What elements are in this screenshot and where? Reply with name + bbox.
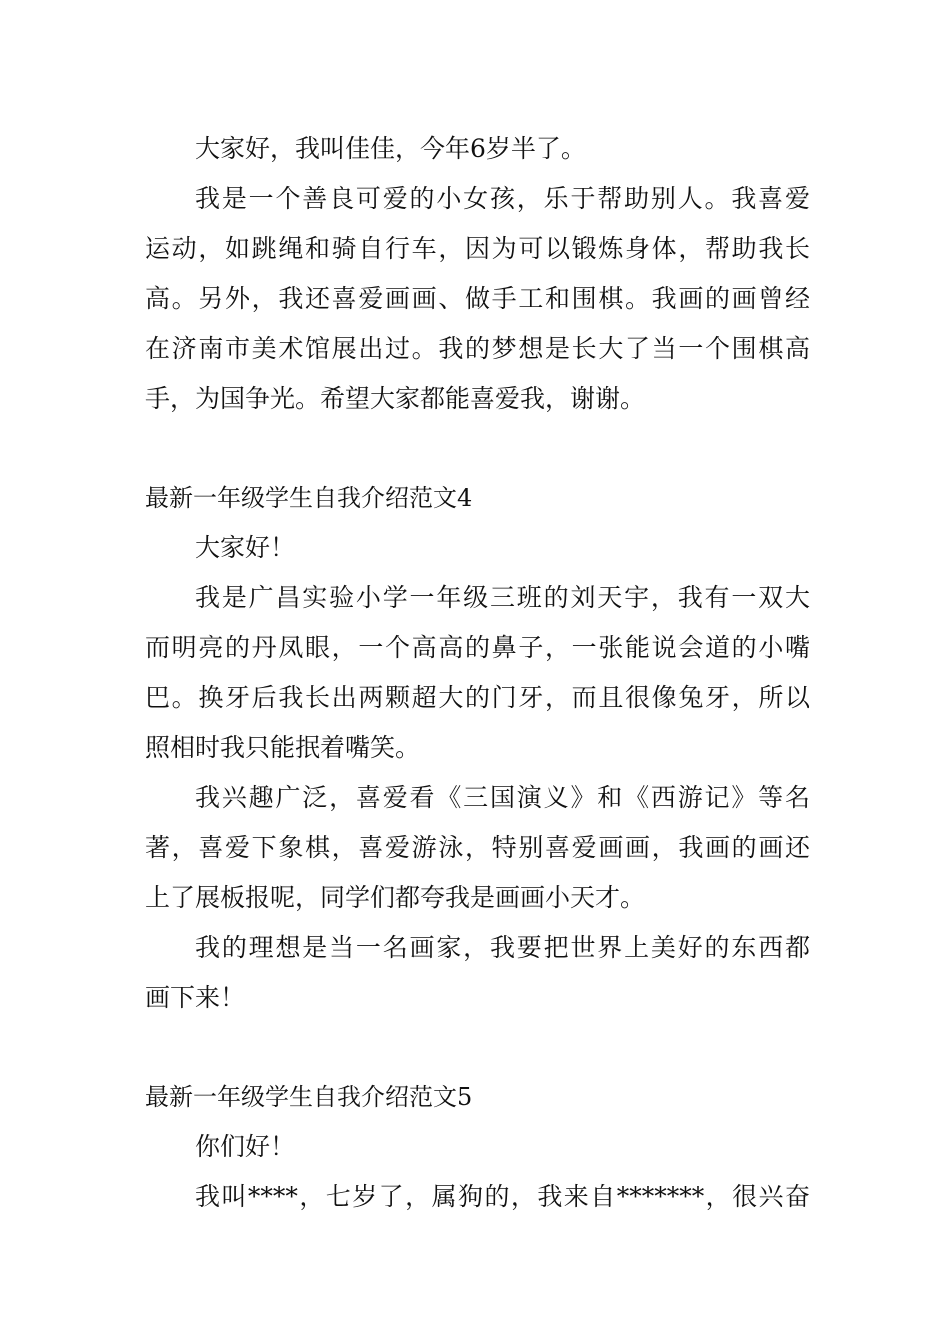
paragraph-line: 大家好，我叫佳佳，今年6岁半了。 — [195, 134, 586, 163]
paragraph-line: 我是一个善良可爱的小女孩，乐于帮助别人。我喜爱 — [195, 184, 810, 213]
greeting-line: 你们好！ — [195, 1132, 296, 1161]
paragraph-line: 我是广昌实验小学一年级三班的刘天宇，我有一双大 — [195, 583, 810, 612]
paragraph-line: 而明亮的丹凤眼，一个高高的鼻子，一张能说会道的小嘴 — [145, 633, 810, 662]
paragraph-line: 我兴趣广泛，喜爱看《三国演义》和《西游记》等名 — [195, 783, 810, 812]
paragraph-line: 上了展板报呢，同学们都夸我是画画小天才。 — [145, 883, 646, 912]
paragraph-line: 运动，如跳绳和骑自行车，因为可以锻炼身体，帮助我长 — [145, 234, 810, 263]
paragraph-line: 我的理想是当一名画家，我要把世界上美好的东西都 — [195, 933, 810, 962]
section-heading: 最新一年级学生自我介绍范文4 — [145, 484, 473, 512]
greeting-line: 大家好！ — [195, 533, 296, 562]
paragraph-line: 照相时我只能抿着嘴笑。 — [145, 733, 421, 762]
paragraph-line: 高。另外，我还喜爱画画、做手工和围棋。我画的画曾经 — [145, 284, 810, 313]
paragraph-line: 画下来！ — [145, 983, 246, 1012]
paragraph-line: 巴。换牙后我长出两颗超大的门牙，而且很像兔牙，所以 — [145, 683, 810, 712]
paragraph-line: 著，喜爱下象棋，喜爱游泳，特别喜爱画画，我画的画还 — [145, 833, 810, 862]
section-heading: 最新一年级学生自我介绍范文5 — [145, 1083, 473, 1111]
paragraph-line: 在济南市美术馆展出过。我的梦想是长大了当一个围棋高 — [145, 334, 810, 363]
paragraph-line: 手，为国争光。希望大家都能喜爱我，谢谢。 — [145, 384, 646, 413]
paragraph-line: 我叫****，七岁了，属狗的，我来自*******，很兴奋 — [195, 1182, 810, 1211]
